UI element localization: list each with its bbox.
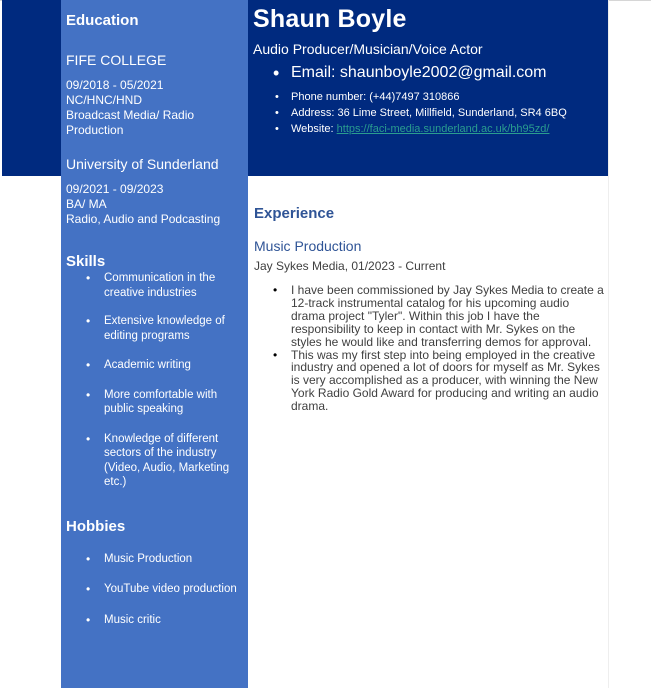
- experience-heading: Experience: [254, 205, 335, 222]
- candidate-name: Shaun Boyle: [253, 5, 407, 33]
- job-duty-item: • I have been commissioned by Jay Sykes Media to create a 12-track instrumental catalog for his upcoming audio drama project "Tyler". Within this job I have the responsibility to keep in contact with Mr. Sykes on the styles he would like and transferring demos for approval.: [254, 284, 606, 349]
- education-qualification: NC/HNC/HND: [66, 93, 142, 107]
- contact-list: [253, 89, 608, 137]
- education-entry: [66, 155, 248, 227]
- candidate-role: Audio Producer/Musician/Voice Actor: [253, 41, 483, 57]
- hobby-item: • Music Production: [66, 552, 244, 567]
- job-duty-item: • This was my first step into being employed in the creative industry and opened a lot of doors for myself as Mr. Sykes is very accomplished as a producer, with winning the New York Radio Gold Award for producing and writing an audio drama.: [254, 349, 606, 414]
- skill-item: • Knowledge of different sectors of the industry (Video, Audio, Marketing etc.): [66, 432, 244, 490]
- skill-item: • More comfortable with public speaking: [66, 388, 244, 417]
- header-left-band: [2, 0, 61, 176]
- education-subject: Broadcast Media/ Radio Production: [66, 108, 195, 137]
- address-item: • Address: 36 Lime Street, Millfield, Sunderland, SR4 6BQ: [253, 105, 608, 121]
- main-content: [248, 176, 608, 413]
- hobbies-list: [66, 552, 248, 628]
- education-institution: University of Sunderland: [66, 156, 219, 172]
- education-heading: Education: [66, 12, 139, 29]
- education-dates: 09/2021 - 09/2023: [66, 182, 164, 196]
- skill-item: • Communication in the creative industries: [66, 271, 244, 300]
- skill-item: • Extensive knowledge of editing programs: [66, 314, 244, 343]
- phone-item: • Phone number: (+44)7497 310866: [253, 89, 608, 105]
- education-qualification: BA/ MA: [66, 197, 107, 211]
- education-entry: [66, 51, 248, 138]
- job-duties-list: [254, 284, 608, 413]
- skills-heading: Skills: [66, 253, 106, 270]
- hobbies-heading: Hobbies: [66, 517, 126, 535]
- hobby-item: • Music critic: [66, 613, 244, 628]
- skills-list: [66, 271, 248, 490]
- email-item: • Email: shaunboyle2002@gmail.com: [253, 63, 608, 83]
- education-institution: FIFE COLLEGE: [66, 52, 167, 68]
- website-label: Website:: [291, 123, 337, 135]
- website-item: [253, 121, 608, 137]
- job-title: Music Production: [254, 238, 362, 254]
- skill-item: • Academic writing: [66, 358, 244, 373]
- education-dates: 09/2018 - 05/2021: [66, 78, 164, 92]
- job-employer: Jay Sykes Media, 01/2023 - Current: [254, 259, 446, 273]
- sidebar: [61, 0, 248, 688]
- page-right-edge: [608, 0, 609, 688]
- hobby-item: • YouTube video production: [66, 582, 244, 597]
- education-subject: Radio, Audio and Podcasting: [66, 212, 221, 226]
- website-link[interactable]: https://faci-media.sunderland.ac.uk/bh95zd/: [336, 123, 550, 135]
- header: [248, 0, 608, 176]
